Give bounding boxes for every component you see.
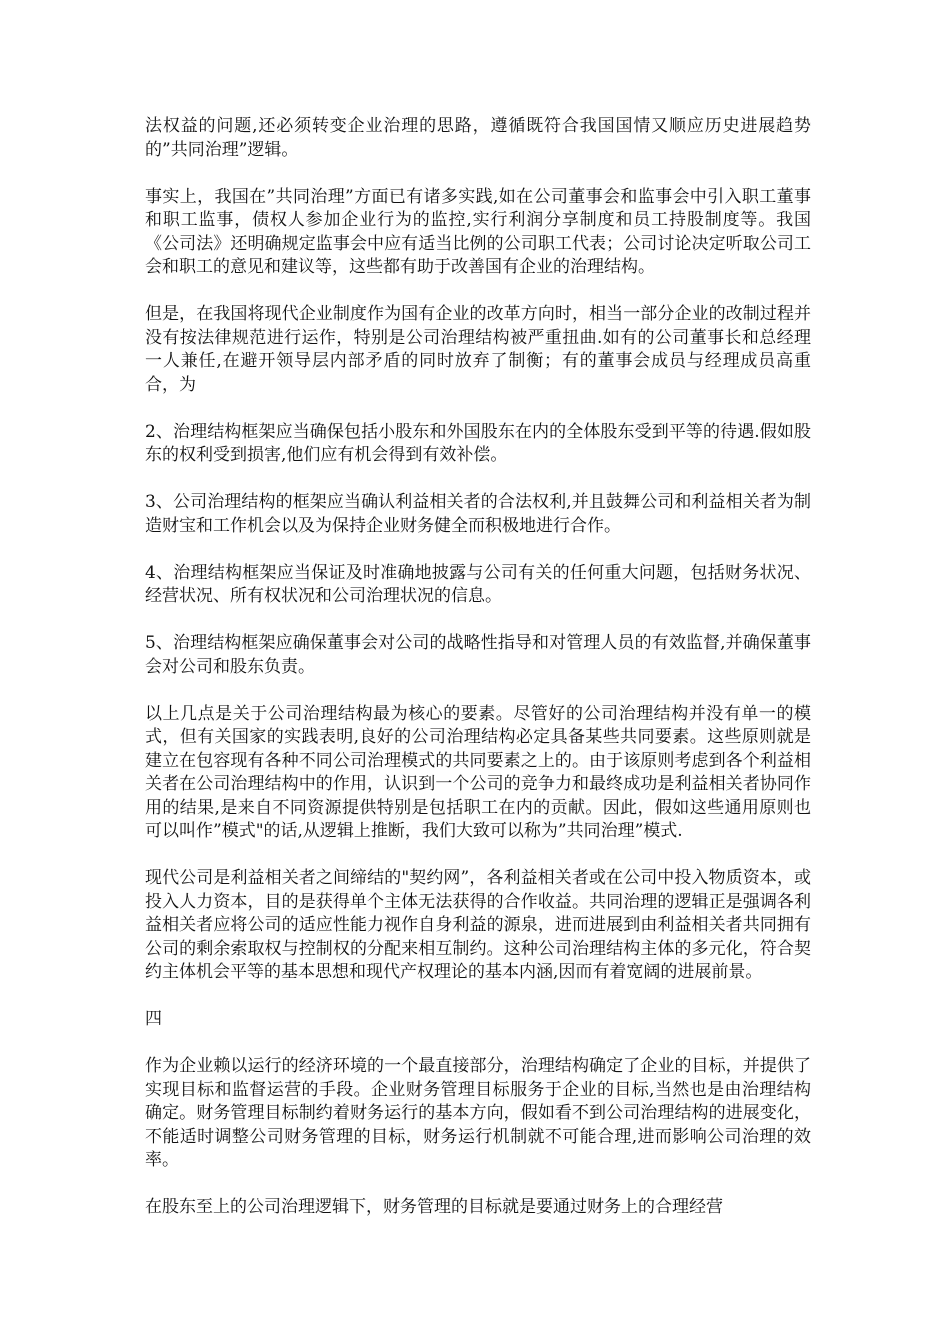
paragraph-principle-3: 3、公司治理结构的框架应当确认利益相关者的合法权利,并且鼓舞公司和利益相关者为制造财宝和工作机会以及为保持企业财务健全而积极地进行合作。: [145, 492, 811, 536]
paragraph-principle-2: 2、治理结构框架应当确保包括小股东和外国股东在内的全体股东受到平等的待遇.假如股东的权利受到损害,他们应有机会得到有效补偿。: [145, 421, 811, 465]
paragraph-contract-network: 现代公司是利益相关者之间缔结的"契约网”，各利益相关者或在公司中投入物质资本，或投入人力资本，目的是获得单个主体无法获得的合作收益。共同治理的逻辑正是强调各利益相关者应将公司的适应性能力视作自身利益的源泉，进而进展到由利益相关者共同拥有公司的剩余索取权与控制权的分配来相互制约。这种公司治理结构主体的多元化，符合契约主体机会平等的基本思想和现代产权理论的基本内涵,因而有着宽阔的进展前景。: [145, 868, 811, 982]
paragraph-principle-5: 5、治理结构框架应确保董事会对公司的战略性指导和对管理人员的有效监督,并确保董事会对公司和股东负责。: [145, 633, 811, 677]
paragraph-summary: 以上几点是关于公司治理结构最为核心的要素。尽管好的公司治理结构并没有单一的模式，但有关国家的实践表明,良好的公司治理结构必定具备某些共同要素。这些原则就是建立在包容现有各种不同公司治理模式的共同要素之上的。由于该原则考虑到各个利益相关者在公司治理结构中的作用，认识到一个公司的竞争力和最终成功是利益相关者协同作用的结果,是来自不同资源提供特别是包括职工在内的贡献。因此，假如这些通用原则也可以叫作”模式"的话,从逻辑上推断，我们大致可以称为”共同治理”模式.: [145, 703, 811, 841]
paragraph-3: 但是，在我国将现代企业制度作为国有企业的改革方向时，相当一部分企业的改制过程并没有按法律规范进行运作，特别是公司治理结构被严重扭曲.如有的公司董事长和总经理一人兼任,在避开领导层内部矛盾的同时放弃了制衡；有的董事会成员与经理成员高重合，为: [145, 304, 811, 395]
paragraph-financial-goals: 作为企业赖以运行的经济环境的一个最直接部分，治理结构确定了企业的目标，并提供了实现目标和监督运营的手段。企业财务管理目标服务于企业的目标,当然也是由治理结构确定。财务管理目标制约着财务运行的基本方向，假如看不到公司治理结构的进展变化，不能适时调整公司财务管理的目标，财务运行机制就不可能合理,进而影响公司治理的效率。: [145, 1056, 811, 1170]
section-heading-four: 四: [145, 1009, 162, 1029]
paragraph-2: 事实上，我国在”共同治理”方面已有诸多实践,如在公司董事会和监事会中引入职工董事和职工监事，债权人参加企业行为的监控,实行利润分享制度和员工持股制度等。我国《公司法》还明确规定监事会中应有适当比例的公司职工代表；公司讨论决定听取公司工会和职工的意见和建议等，这些都有助于改善国有企业的治理结构。: [145, 186, 811, 277]
paragraph-shareholder-logic: 在股东至上的公司治理逻辑下，财务管理的目标就是要通过财务上的合理经营: [145, 1197, 723, 1217]
paragraph-principle-4: 4、治理结构框架应当保证及时准确地披露与公司有关的任何重大问题，包括财务状况、经营状况、所有权状况和公司治理状况的信息。: [145, 562, 811, 606]
document-page: [145, 115, 811, 1243]
paragraph-1: 法权益的问题,还必须转变企业治理的思路，遵循既符合我国国情又顺应历史进展趋势的”共同治理”逻辑。: [145, 116, 811, 160]
